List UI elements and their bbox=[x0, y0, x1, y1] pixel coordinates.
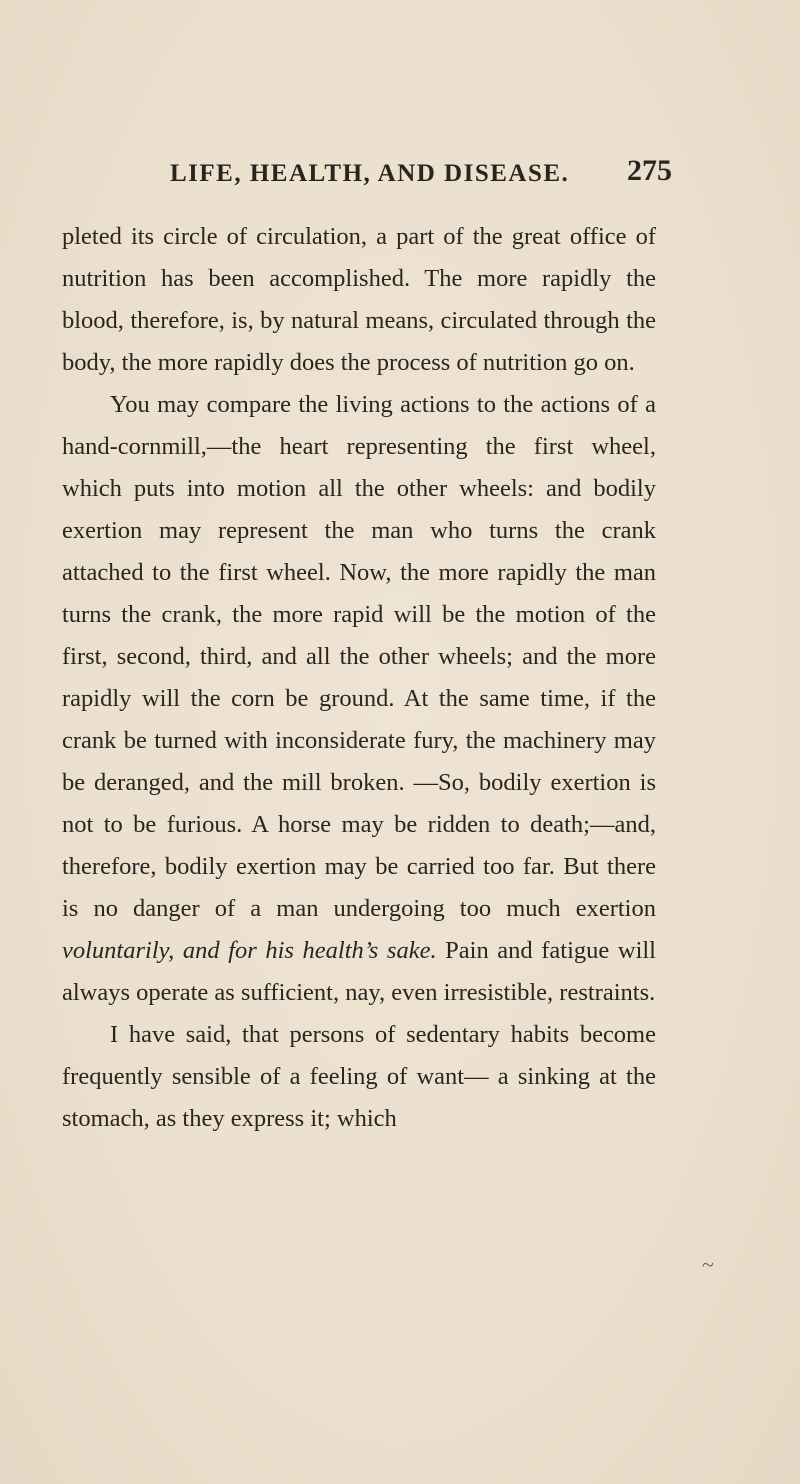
paragraph-2-text-end: Pain and fatigue will always operate as sufficient, nay, even irresistible, restraints. bbox=[62, 937, 656, 1006]
page-number: 275 bbox=[627, 154, 672, 187]
paragraph-3 bbox=[62, 1014, 656, 1140]
running-title: LIFE, HEALTH, AND DISEASE. bbox=[170, 160, 570, 187]
margin-mark: ~ bbox=[702, 1252, 714, 1277]
paragraph-3-text: I have said, that persons of sedentary habits become frequently sensible of a feeling of want— a sinking at the stomach, as they express it; which bbox=[62, 1021, 656, 1132]
paragraph-1-text: pleted its circle of circulation, a part of the great office of nutrition has been accomplished. The more rapidly the blood, therefore, is, by natural means, circulated through the body, the more rapidly does the process of nutrition go on. bbox=[62, 223, 656, 376]
paragraph-2-text: You may compare the living actions to the actions of a hand-cornmill,—the heart representing the first wheel, which puts into motion all the other wheels: and bodily exertion may represent the man who turns the crank attached to the first wheel. Now, the more rapidly the man turns the crank, the more rapid will be the motion of the first, second, third, and all the other wheels; and the more rapidly will the corn be ground. At the same time, if the crank be turned with inconsiderate fury, the machinery may be deranged, and the mill broken. —So, bodily exertion is not to be furious. A horse may be ridden to death;—and, therefore, bodily exertion may be carried too far. But there is no danger of a man undergoing too much exertion bbox=[62, 391, 656, 922]
paragraph-1 bbox=[62, 216, 656, 384]
paragraph-2-italic-phrase: voluntarily, and for his health’s sake. bbox=[62, 937, 437, 964]
paragraph-2 bbox=[62, 384, 656, 1014]
body-text bbox=[62, 216, 656, 1140]
